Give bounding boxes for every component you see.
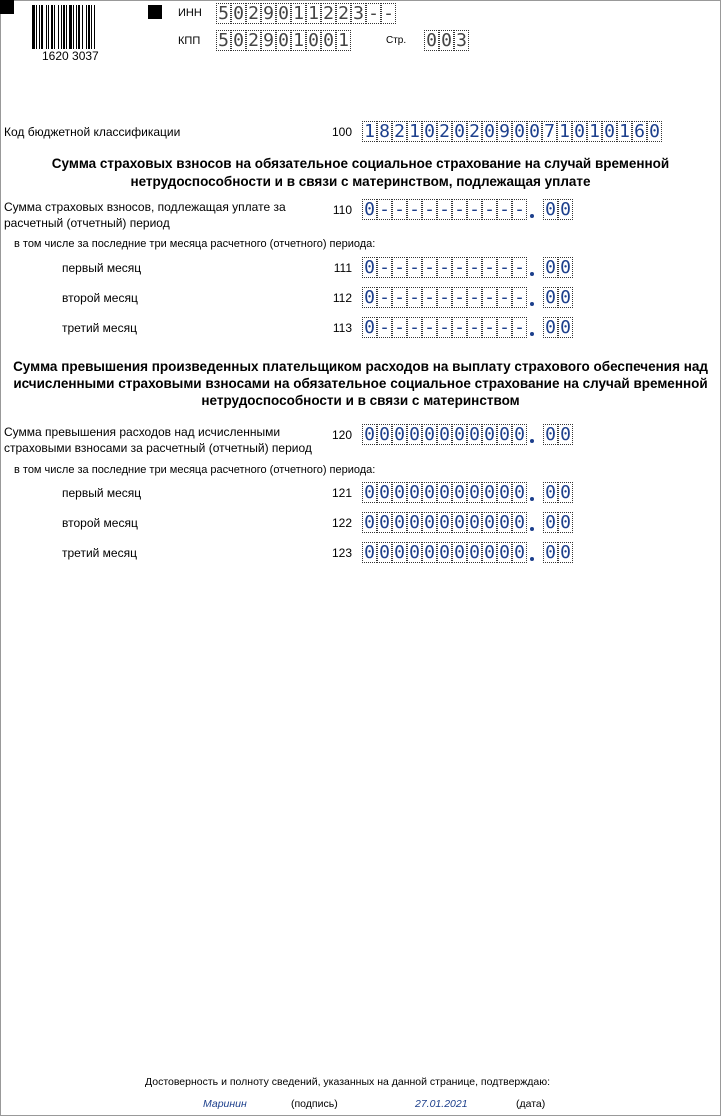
char-cell[interactable]: - [366, 3, 381, 24]
decimal-point [530, 332, 534, 336]
char-cell[interactable]: - [377, 199, 392, 220]
char-cell[interactable]: 5 [216, 30, 231, 51]
char-cell[interactable]: - [512, 317, 527, 338]
char-cell[interactable]: 0 [407, 424, 422, 445]
char-cell[interactable]: 9 [497, 121, 512, 142]
section1-main-label-line1: Сумма страховых взносов, подлежащая уплате за [4, 200, 286, 214]
char-cell[interactable]: 0 [362, 287, 377, 308]
char-cell[interactable]: - [452, 257, 467, 278]
char-cell[interactable]: - [437, 257, 452, 278]
char-cell[interactable]: - [497, 317, 512, 338]
char-cell[interactable]: - [467, 199, 482, 220]
char-cell[interactable]: - [392, 199, 407, 220]
char-cell[interactable]: - [377, 257, 392, 278]
inn-label: ИНН [178, 7, 202, 19]
char-cell[interactable]: 0 [422, 482, 437, 503]
char-cell[interactable]: 0 [527, 121, 542, 142]
char-cell[interactable]: 0 [543, 512, 558, 533]
char-cell[interactable]: 0 [467, 482, 482, 503]
char-cell[interactable]: 2 [392, 121, 407, 142]
kbk-code: 100 [331, 125, 352, 139]
section2-title-line1: Сумма превышения произведенных плательщиком расходов на выплату страхового обеспечения над [13, 359, 708, 374]
char-cell[interactable]: - [437, 287, 452, 308]
row-code: 121 [331, 486, 352, 500]
char-cell[interactable]: - [392, 317, 407, 338]
char-cell[interactable]: 0 [452, 512, 467, 533]
section1-main-label-line2: расчетный (отчетный) период [4, 216, 170, 230]
char-cell[interactable]: 3 [454, 30, 469, 51]
section1-sub-label: в том числе за последние три месяца расчетного (отчетного) периода: [14, 238, 376, 250]
section2-title-line2: исчисленными страховыми взносами на обязательное социальное страхование на случай временной [13, 376, 708, 391]
char-cell[interactable]: 0 [497, 424, 512, 445]
char-cell[interactable]: 2 [467, 121, 482, 142]
char-cell[interactable]: 0 [482, 424, 497, 445]
char-cell[interactable]: - [422, 317, 437, 338]
char-cell[interactable]: 0 [407, 512, 422, 533]
char-cell[interactable]: 0 [377, 512, 392, 533]
char-cell[interactable]: 0 [647, 121, 662, 142]
char-cell[interactable]: 0 [543, 199, 558, 220]
char-cell[interactable]: 1 [306, 3, 321, 24]
char-cell[interactable]: 0 [482, 121, 497, 142]
row-code: 122 [331, 516, 352, 530]
char-cell[interactable]: 1 [291, 3, 306, 24]
char-cell[interactable]: 0 [512, 482, 527, 503]
char-cell[interactable]: 0 [424, 30, 439, 51]
signature-date: 27.01.2021 [415, 1098, 468, 1110]
char-cell[interactable]: 0 [407, 482, 422, 503]
char-cell[interactable]: - [422, 257, 437, 278]
char-cell[interactable]: 0 [437, 512, 452, 533]
char-cell[interactable]: - [482, 199, 497, 220]
char-cell[interactable]: 2 [336, 3, 351, 24]
month-label: второй месяц [62, 516, 138, 530]
char-cell[interactable]: 0 [543, 482, 558, 503]
char-cell[interactable]: 0 [231, 3, 246, 24]
char-cell[interactable]: 0 [543, 287, 558, 308]
char-cell[interactable]: 5 [216, 3, 231, 24]
char-cell[interactable]: 0 [558, 424, 573, 445]
char-cell[interactable]: 1 [407, 121, 422, 142]
char-cell[interactable]: 0 [362, 317, 377, 338]
char-cell[interactable]: - [512, 257, 527, 278]
char-cell[interactable]: 0 [602, 121, 617, 142]
char-cell[interactable]: 6 [632, 121, 647, 142]
char-cell[interactable]: 0 [392, 542, 407, 563]
char-cell[interactable]: 1 [557, 121, 572, 142]
char-cell[interactable]: 2 [246, 30, 261, 51]
char-cell[interactable]: 9 [261, 30, 276, 51]
row-code: 120 [331, 428, 352, 442]
char-cell[interactable]: 0 [377, 482, 392, 503]
char-cell[interactable]: 7 [542, 121, 557, 142]
row-code: 111 [333, 261, 352, 275]
barcode-number: 1620 3037 [42, 49, 99, 63]
char-cell[interactable]: 0 [362, 542, 377, 563]
char-cell[interactable]: 0 [558, 287, 573, 308]
char-cell[interactable]: 0 [437, 542, 452, 563]
char-cell[interactable]: - [482, 257, 497, 278]
char-cell[interactable]: 0 [512, 121, 527, 142]
char-cell[interactable]: 2 [437, 121, 452, 142]
char-cell[interactable]: 0 [422, 512, 437, 533]
char-cell[interactable]: - [422, 287, 437, 308]
decimal-point [530, 527, 534, 531]
char-cell[interactable]: 0 [362, 512, 377, 533]
char-cell[interactable]: 0 [512, 512, 527, 533]
char-cell[interactable]: 0 [543, 257, 558, 278]
row-code: 110 [332, 203, 352, 217]
char-cell[interactable]: 0 [482, 512, 497, 533]
row-code: 123 [331, 546, 352, 560]
month-label: третий месяц [62, 546, 137, 560]
decimal-point [530, 302, 534, 306]
char-cell[interactable]: - [497, 199, 512, 220]
corner-marker-middle [148, 5, 162, 19]
char-cell[interactable]: 0 [558, 199, 573, 220]
row-code: 112 [332, 291, 352, 305]
char-cell[interactable]: 1 [617, 121, 632, 142]
char-cell[interactable]: 0 [276, 3, 291, 24]
char-cell[interactable]: - [482, 317, 497, 338]
char-cell[interactable]: 0 [558, 257, 573, 278]
char-cell[interactable]: - [407, 199, 422, 220]
char-cell[interactable]: 0 [362, 424, 377, 445]
kbk-label: Код бюджетной классификации [4, 125, 181, 139]
char-cell[interactable]: 0 [497, 512, 512, 533]
char-cell[interactable]: - [482, 287, 497, 308]
char-cell[interactable]: 0 [437, 424, 452, 445]
char-cell[interactable]: 0 [362, 199, 377, 220]
section2-main-label-line2: страховыми взносами за расчетный (отчетный) период [4, 441, 312, 455]
char-cell[interactable]: - [512, 199, 527, 220]
char-cell[interactable]: - [392, 257, 407, 278]
char-cell[interactable]: 0 [467, 424, 482, 445]
char-cell[interactable]: 0 [482, 542, 497, 563]
char-cell[interactable]: 0 [321, 30, 336, 51]
decimal-point [530, 557, 534, 561]
decimal-point [530, 214, 534, 218]
char-cell[interactable]: 9 [261, 3, 276, 24]
char-cell[interactable]: - [512, 287, 527, 308]
char-cell[interactable]: 0 [407, 542, 422, 563]
char-cell[interactable]: 0 [362, 257, 377, 278]
char-cell[interactable]: 0 [437, 482, 452, 503]
char-cell[interactable]: - [467, 317, 482, 338]
char-cell[interactable]: - [392, 287, 407, 308]
char-cell[interactable]: 0 [558, 542, 573, 563]
char-cell[interactable]: 1 [587, 121, 602, 142]
char-cell[interactable]: - [407, 257, 422, 278]
signer-name: Маринин [203, 1098, 247, 1110]
char-cell[interactable]: 0 [543, 424, 558, 445]
char-cell[interactable]: 0 [439, 30, 454, 51]
char-cell[interactable]: 0 [377, 424, 392, 445]
page-label: Стр. [386, 35, 407, 46]
barcode-bar [95, 5, 98, 49]
month-label: третий месяц [62, 321, 137, 335]
char-cell[interactable]: 0 [543, 317, 558, 338]
char-cell[interactable]: 0 [512, 424, 527, 445]
char-cell[interactable]: - [452, 287, 467, 308]
decimal-point [530, 272, 534, 276]
char-cell[interactable]: 1 [362, 121, 377, 142]
char-cell[interactable]: - [377, 317, 392, 338]
kpp-label: КПП [178, 35, 201, 47]
char-cell[interactable]: - [407, 287, 422, 308]
char-cell[interactable]: 3 [351, 3, 366, 24]
char-cell[interactable]: - [452, 199, 467, 220]
date-caption: (дата) [516, 1098, 546, 1110]
char-cell[interactable]: 0 [497, 542, 512, 563]
char-cell[interactable]: - [381, 3, 396, 24]
char-cell[interactable]: 2 [246, 3, 261, 24]
char-cell[interactable]: 0 [512, 542, 527, 563]
char-cell[interactable]: 0 [558, 512, 573, 533]
char-cell[interactable]: 0 [497, 482, 512, 503]
section1-title-line2: нетрудоспособности и в связи с материнством, подлежащая уплате [130, 174, 591, 189]
decimal-point [530, 497, 534, 501]
char-cell[interactable]: 0 [452, 482, 467, 503]
char-cell[interactable]: 0 [467, 512, 482, 533]
char-cell[interactable]: 0 [306, 30, 321, 51]
char-cell[interactable]: 1 [291, 30, 306, 51]
month-label: первый месяц [62, 261, 142, 275]
char-cell[interactable]: 0 [392, 512, 407, 533]
char-cell[interactable]: - [437, 199, 452, 220]
char-cell[interactable]: 0 [452, 424, 467, 445]
char-cell[interactable]: - [452, 317, 467, 338]
char-cell[interactable]: 0 [392, 482, 407, 503]
char-cell[interactable]: - [377, 287, 392, 308]
confirm-text: Достоверность и полноту сведений, указанных на данной странице, подтверждаю: [145, 1076, 551, 1088]
char-cell[interactable]: - [497, 257, 512, 278]
month-label: первый месяц [62, 486, 142, 500]
section2-title-line3: нетрудоспособности и в связи с материнством [201, 393, 520, 408]
section1-title-line1: Сумма страховых взносов на обязательное социальное страхование на случай временной [51, 156, 670, 171]
month-label: второй месяц [62, 291, 138, 305]
char-cell[interactable]: 1 [336, 30, 351, 51]
section2-sub-label: в том числе за последние три месяца расчетного (отчетного) периода: [14, 464, 376, 476]
char-cell[interactable]: 0 [362, 482, 377, 503]
barcode [32, 5, 132, 49]
signature-caption: (подпись) [291, 1098, 338, 1110]
char-cell[interactable]: 0 [422, 542, 437, 563]
corner-marker-left [0, 0, 14, 14]
char-cell[interactable]: 0 [467, 542, 482, 563]
char-cell[interactable]: - [407, 317, 422, 338]
char-cell[interactable]: 0 [558, 317, 573, 338]
char-cell[interactable]: - [497, 287, 512, 308]
char-cell[interactable]: 0 [231, 30, 246, 51]
section2-main-label-line1: Сумма превышения расходов над исчисленными [4, 425, 281, 439]
char-cell[interactable]: 0 [452, 121, 467, 142]
char-cell[interactable]: 0 [422, 121, 437, 142]
char-cell[interactable]: 0 [276, 30, 291, 51]
char-cell[interactable]: 8 [377, 121, 392, 142]
char-cell[interactable]: 0 [392, 424, 407, 445]
char-cell[interactable]: - [467, 287, 482, 308]
char-cell[interactable]: 0 [558, 482, 573, 503]
char-cell[interactable]: 0 [422, 424, 437, 445]
char-cell[interactable]: 0 [543, 542, 558, 563]
char-cell[interactable]: 0 [482, 482, 497, 503]
row-code: 113 [332, 321, 352, 335]
char-cell[interactable]: 0 [452, 542, 467, 563]
char-cell[interactable]: 0 [377, 542, 392, 563]
char-cell[interactable]: 2 [321, 3, 336, 24]
char-cell[interactable]: - [467, 257, 482, 278]
char-cell[interactable]: - [422, 199, 437, 220]
char-cell[interactable]: - [437, 317, 452, 338]
decimal-point [530, 439, 534, 443]
char-cell[interactable]: 0 [572, 121, 587, 142]
